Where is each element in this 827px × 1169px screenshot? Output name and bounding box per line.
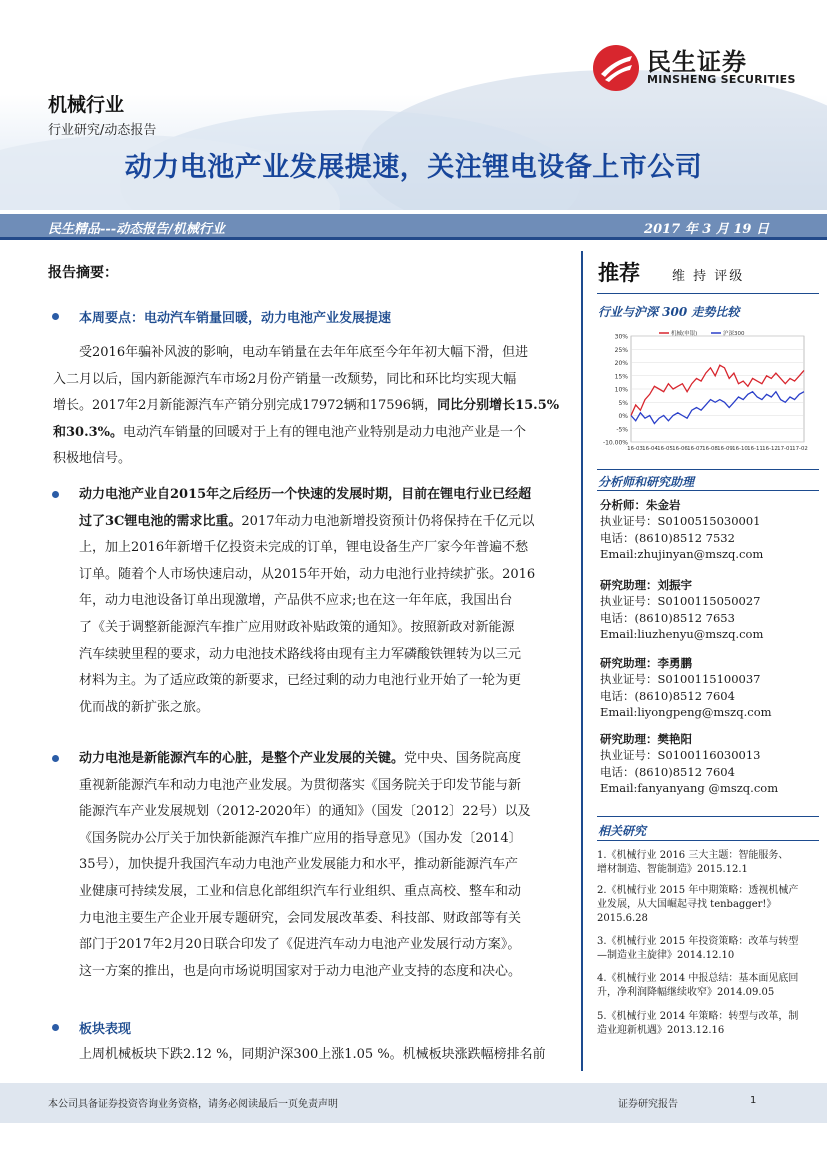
analyst-phone: 电话：(8610)8512 7532 bbox=[600, 530, 735, 545]
related-item[interactable] bbox=[597, 1010, 817, 1038]
footer-label: 证券研究报告 bbox=[618, 1099, 678, 1110]
report-date: 2017 年 3 月 19 日 bbox=[644, 222, 769, 237]
related-item[interactable] bbox=[597, 935, 817, 963]
text-line: 能源汽车产业发展规划（2012-2020年）的通知》（国发〔2012〕22号）以及 bbox=[79, 804, 531, 820]
analyst-phone: 电话：(8610)8512 7653 bbox=[600, 610, 735, 625]
text-emphasis: 动力电池产业自2015年之后经历一个快速的发展时期，目前在锂电行业已经超 bbox=[79, 487, 532, 502]
analyst-card bbox=[600, 577, 763, 643]
chart-y-tick-label: -5% bbox=[616, 426, 628, 434]
analyst-cert: 执业证号：S0100116030013 bbox=[600, 748, 761, 763]
text-segment: 增长。2017年2月新能源汽车产销分别完成17972辆和17596辆， bbox=[53, 398, 438, 414]
text-line: 入二月以后，国内新能源汽车市场2月份产销量一改颓势，同比和环比均实现大幅 bbox=[53, 371, 517, 387]
chart-legend-label: 沪深300 bbox=[723, 331, 745, 337]
text-line: 受2016年骗补风波的影响，电动车销量在去年年底至今年年初大幅下滑，但进 bbox=[79, 345, 529, 360]
related-title: 增材制造、智能制造》2015.12.1 bbox=[597, 864, 748, 876]
analyst-cert: 执业证号：S0100115050027 bbox=[600, 594, 761, 609]
related-item[interactable] bbox=[597, 972, 817, 1000]
chart-x-tick-label: 16-09 bbox=[717, 446, 733, 452]
logo-english-name: MINSHENG SECURITIES bbox=[647, 73, 796, 86]
chart-x-tick-label: 16-06 bbox=[672, 446, 688, 452]
text-segment: 2017年动力电池新增投资预计仍将保持在千亿元以 bbox=[241, 513, 535, 529]
text-line bbox=[53, 393, 571, 420]
text-segment: 电动汽车销量的回暖对于上有的锂电池产业特别是动力电池产业是一个 bbox=[123, 424, 527, 440]
related-title: 5.《机械行业 2014 年策略：转型与改革，制 bbox=[597, 1011, 799, 1022]
chart-y-tick-label: 10% bbox=[614, 386, 628, 394]
industry-label: 机械行业 bbox=[48, 94, 125, 116]
divider bbox=[597, 469, 819, 470]
chart-y-tick-label: 20% bbox=[614, 360, 628, 367]
bullet-icon bbox=[52, 1024, 59, 1031]
text-line: 订单。随着个人市场快速启动，从2015年开始，动力电池行业持续扩张。2016 bbox=[79, 566, 536, 582]
related-title: 3.《机械行业 2015 年投资策略：改革与转型 bbox=[597, 936, 799, 947]
divider bbox=[597, 293, 819, 294]
chart-y-tick-label: 15% bbox=[614, 373, 628, 381]
text-line bbox=[79, 509, 571, 536]
chart-x-tick-label: 16-11 bbox=[747, 446, 763, 452]
paragraph-sector bbox=[79, 1042, 571, 1069]
rating-maintain: 维 持 评级 bbox=[672, 269, 745, 284]
minsheng-logo-icon bbox=[592, 44, 640, 92]
analyst-name: 研究助理：李勇鹏 bbox=[600, 656, 692, 670]
chart-y-tick-label: 5% bbox=[618, 399, 628, 407]
analyst-name: 研究助理：刘振宇 bbox=[600, 578, 692, 592]
bullet-icon bbox=[52, 491, 59, 498]
column-divider bbox=[581, 251, 583, 1071]
text-line: 汽车续驶里程的要求，动力电池技术路线将由现有主力军磷酸铁锂转为以三元 bbox=[79, 646, 522, 662]
paragraph-highlights bbox=[53, 340, 571, 473]
banner-series-label: 民生精品---动态报告/机械行业 bbox=[48, 222, 225, 237]
report-title: 动力电池产业发展提速，关注锂电设备上市公司 bbox=[124, 152, 703, 183]
abstract-heading: 报告摘要： bbox=[48, 265, 118, 281]
chart-series-line bbox=[631, 392, 804, 424]
page-header bbox=[0, 0, 827, 210]
chart-x-tick-label: 17-01 bbox=[777, 446, 793, 452]
text-line: 力电池主要生产企业开展专题研究，会同发展改革委、科技部、财政部等有关 bbox=[79, 910, 522, 926]
page-footer bbox=[0, 1083, 827, 1123]
related-title: 业发展，从大国崛起寻找 tenbagger!》 bbox=[597, 899, 777, 911]
text-emphasis: 和30.3%。 bbox=[53, 424, 124, 440]
text-line: 上，加上2016年新增千亿投资未完成的订单，锂电设备生产厂家今年普遍不愁 bbox=[79, 540, 529, 556]
chart-x-tick-label: 16-10 bbox=[732, 446, 748, 452]
paragraph-battery-core bbox=[79, 746, 571, 985]
paragraph-battery-growth bbox=[79, 482, 571, 721]
text-line: 35号），加快提升我国汽车动力电池产业发展能力和水平，推动新能源汽车产 bbox=[79, 857, 519, 873]
chart-x-tick-label: 16-05 bbox=[657, 446, 673, 452]
divider bbox=[597, 840, 819, 841]
divider bbox=[597, 816, 819, 817]
text-emphasis: 过了3C锂电池的需求比重。 bbox=[79, 513, 242, 529]
text-line: 年，动力电池设备订单出现激增，产品供不应求;也在这一年年底，我国出台 bbox=[79, 593, 513, 609]
analyst-card bbox=[600, 731, 778, 797]
text-emphasis: 动力电池是新能源汽车的心脏，是整个产业发展的关键。 bbox=[79, 751, 405, 766]
analyst-email[interactable]: Email:liuzhenyu@mszq.com bbox=[600, 627, 764, 642]
related-title: 1.《机械行业 2016 三大主题：智能服务、 bbox=[597, 850, 789, 861]
related-item[interactable] bbox=[597, 849, 817, 877]
chart-legend-label: 机械(申银) bbox=[671, 331, 698, 337]
report-type-label: 行业研究/动态报告 bbox=[48, 123, 157, 138]
analyst-heading: 分析师和研究助理 bbox=[598, 475, 695, 489]
text-line: 部门于2017年2月20日联合印发了《促进汽车动力电池产业发展行动方案》。 bbox=[79, 937, 521, 953]
related-title: 2015.6.28 bbox=[597, 913, 648, 925]
chart-heading: 行业与沪深 300 走势比较 bbox=[598, 305, 740, 319]
analyst-card bbox=[600, 655, 772, 721]
page-number: 1 bbox=[750, 1095, 757, 1106]
analyst-cert: 执业证号：S0100115100037 bbox=[600, 672, 761, 687]
bullet-icon bbox=[52, 313, 59, 320]
analyst-phone: 电话：(8610)8512 7604 bbox=[600, 764, 735, 779]
related-title: 4.《机械行业 2014 中报总结：基本面见底回 bbox=[597, 973, 799, 984]
related-title: 升，净利润降幅继续收窄》2014.09.05 bbox=[597, 987, 775, 999]
analyst-name: 分析师：朱金岩 bbox=[600, 498, 681, 512]
text-line: 重视新能源汽车和动力电池产业发展。为贯彻落实《国务院关于印发节能与新 bbox=[79, 777, 522, 793]
text-line: 这一方案的推出，也是向市场说明国家对于动力电池产业支持的态度和决心。 bbox=[79, 963, 522, 979]
chart-y-tick-label: 0% bbox=[618, 413, 628, 420]
text-segment: 党中央、国务院高度 bbox=[404, 751, 522, 766]
text-line: 优而战的新扩张之旅。 bbox=[79, 699, 210, 715]
chart-x-tick-label: 16-07 bbox=[687, 446, 703, 452]
chart-series-line bbox=[631, 365, 804, 415]
related-title: 2.《机械行业 2015 年中期策略：透视机械产 bbox=[597, 885, 799, 896]
analyst-email[interactable]: Email:fanyanyang @mszq.com bbox=[600, 781, 779, 796]
text-line: 了《关于调整新能源汽车推广应用财政补贴政策的通知》。按照新政对新能源 bbox=[79, 619, 515, 635]
text-line: 上周机械板块下跌2.12 %，同期沪深300上涨1.05 %。机械板块涨跌幅榜排名前 bbox=[79, 1047, 546, 1062]
text-emphasis: 同比分别增长15.5% bbox=[437, 398, 560, 414]
analyst-cert: 执业证号：S0100515030001 bbox=[600, 514, 761, 529]
analyst-email[interactable]: Email:zhujinyan@mszq.com bbox=[600, 547, 764, 562]
trend-chart bbox=[597, 328, 810, 458]
related-title: 造业迎新机遇》2013.12.16 bbox=[597, 1025, 725, 1037]
analyst-name: 研究助理：樊艳阳 bbox=[600, 732, 692, 746]
analyst-card bbox=[600, 497, 763, 563]
chart-x-tick-label: 17-02 bbox=[792, 446, 808, 452]
analyst-email[interactable]: Email:liyongpeng@mszq.com bbox=[600, 705, 772, 720]
footer-disclaimer: 本公司具备证券投资咨询业务资格，请务必阅读最后一页免责声明 bbox=[48, 1099, 338, 1110]
banner-bar bbox=[0, 214, 827, 240]
chart-y-tick-label: -10.00% bbox=[602, 439, 628, 447]
text-line bbox=[79, 746, 571, 773]
logo-chinese-name: 民生证券 bbox=[647, 48, 747, 76]
chart-x-tick-label: 16-03 bbox=[627, 446, 643, 452]
chart-y-tick-label: 30% bbox=[614, 333, 628, 341]
rating-label: 推荐 bbox=[598, 261, 640, 285]
text-line: 《国务院办公厅关于加快新能源汽车推广应用的指导意见》（国办发〔2014〕 bbox=[79, 830, 522, 846]
analyst-phone: 电话：(8610)8512 7604 bbox=[600, 688, 735, 703]
related-item[interactable] bbox=[597, 884, 817, 927]
related-title: —制造业主旋律》2014.12.10 bbox=[597, 950, 735, 962]
section-heading-highlights: 本周要点：电动汽车销量回暖，动力电池产业发展提速 bbox=[79, 311, 392, 326]
chart-x-tick-label: 16-12 bbox=[762, 446, 778, 452]
bullet-icon bbox=[52, 755, 59, 762]
chart-y-tick-label: 25% bbox=[614, 346, 628, 354]
text-line: 材料为主。为了适应政策的新要求，已经过剩的动力电池行业开始了一轮为更 bbox=[79, 673, 522, 689]
text-line: 积极地信号。 bbox=[53, 451, 132, 467]
chart-x-tick-label: 16-04 bbox=[642, 446, 658, 452]
section-heading-sector: 板块表现 bbox=[79, 1022, 132, 1037]
related-heading: 相关研究 bbox=[598, 824, 647, 838]
text-line: 业健康可持续发展，工业和信息化部组织汽车行业组织、重点高校、整车和动 bbox=[79, 883, 522, 899]
divider bbox=[597, 490, 819, 491]
text-line bbox=[53, 420, 571, 447]
chart-x-tick-label: 16-08 bbox=[702, 446, 718, 452]
